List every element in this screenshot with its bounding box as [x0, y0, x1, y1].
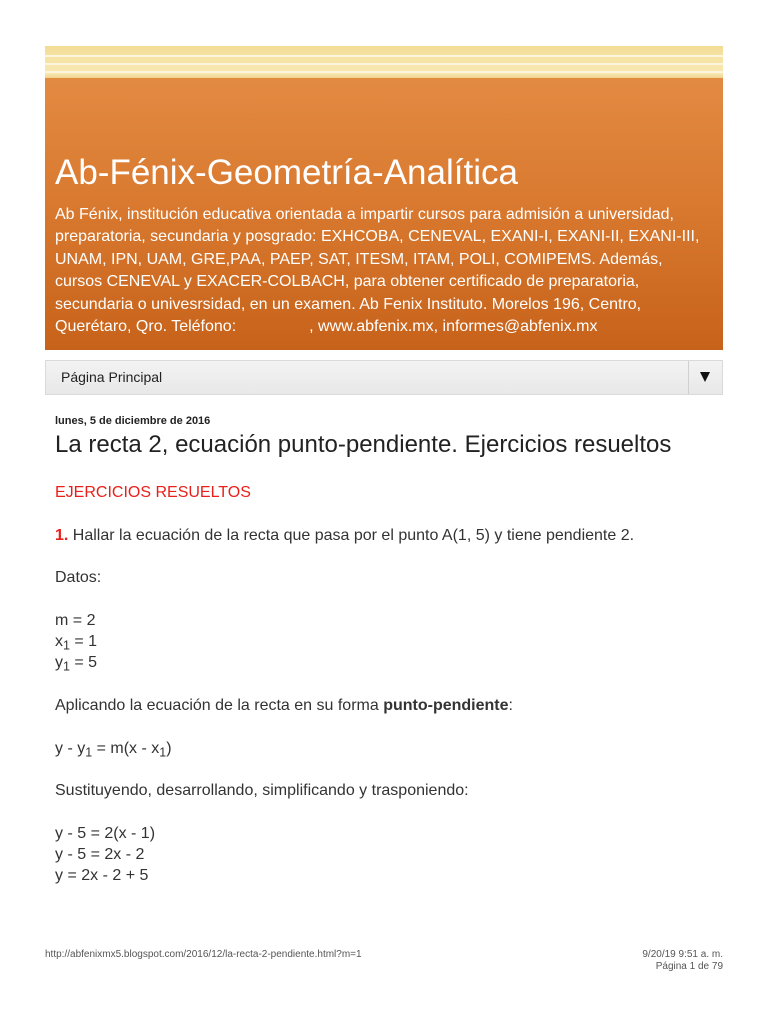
page-indicator: Página 1 de 79 [655, 961, 723, 972]
solution-step: y - 5 = 2x - 2 [55, 846, 145, 864]
description-line: UNAM, IPN, UAM, GRE,PAA, PAEP, SAT, ITESM, ITAM, POLI, COMIPEMS. Además, [55, 250, 663, 268]
dropdown-arrow-button[interactable] [689, 361, 722, 394]
blog-description [55, 204, 723, 338]
given-x1-sub: 1 [63, 638, 70, 653]
formula-subscript: 1 [85, 745, 93, 760]
formula-part: = m(x - x [92, 739, 160, 757]
description-line: preparatoria, secundaria y posgrado: EXHCOBA, CENEVAL, EXANI-I, EXANI-II, EXANI-III, [55, 228, 700, 246]
print-footer-url: http://abfenixmx5.blogspot.com/2016/12/la-recta-2-pendiente.html?m=1 [45, 949, 362, 960]
print-footer-meta [642, 949, 723, 973]
given-y1-value: = 5 [69, 654, 98, 672]
method-after: : [508, 696, 513, 714]
solution-steps [55, 823, 715, 887]
formula-part: ) [166, 739, 172, 757]
given-y1-var: y [55, 654, 63, 672]
blog-header [45, 46, 723, 350]
triangle-down-icon [700, 372, 710, 382]
post-title: La recta 2, ecuación punto-pendiente. Ejercicios resueltos [55, 431, 672, 458]
steps-intro: Sustituyendo, desarrollando, simplificando y trasponiendo: [55, 782, 469, 800]
method-before: Aplicando la ecuación de la recta en su forma [55, 696, 384, 714]
solution-step: y = 2x - 2 + 5 [55, 867, 149, 885]
method-emphasis: punto-pendiente [383, 696, 509, 714]
page-nav-dropdown[interactable] [45, 360, 723, 395]
given-x1-var: x [55, 633, 63, 651]
post-body [55, 482, 715, 908]
method-text [55, 695, 715, 716]
given-x1-value: = 1 [69, 633, 98, 651]
formula-subscript: 1 [159, 745, 167, 760]
print-timestamp: 9/20/19 9:51 a. m. [642, 949, 723, 960]
contact-prefix: Querétaro, Qro. Teléfono: [55, 317, 237, 335]
post-date: lunes, 5 de diciembre de 2016 [55, 415, 211, 427]
exercise-number: 1. [55, 526, 69, 544]
description-contact-line [55, 316, 723, 338]
givens-list [55, 610, 715, 674]
exercise-text: Hallar la ecuación de la recta que pasa por el punto A(1, 5) y tiene pendiente 2. [68, 526, 635, 544]
contact-suffix: , www.abfenix.mx, informes@abfenix.mx [309, 317, 598, 335]
given-x1 [55, 631, 715, 652]
section-heading: EJERCICIOS RESUELTOS [55, 484, 251, 501]
given-y1-sub: 1 [63, 660, 70, 675]
description-line: Ab Fénix, institución educativa orientada a impartir cursos para admisión a universidad, [55, 206, 674, 223]
given-slope: m = 2 [55, 611, 96, 629]
nav-selected-page[interactable]: Página Principal [61, 369, 163, 385]
description-line: secundaria o univesrsidad, en un examen. Ab Fenix Instituto. Morelos 196, Centro, [55, 295, 642, 313]
description-line: cursos CENEVAL y EXACER-COLBACH, para obtener certificado de preparatoria, [55, 273, 640, 291]
point-slope-formula [55, 738, 715, 759]
given-y1 [55, 652, 715, 673]
formula-part: y - y [55, 739, 86, 757]
givens-label: Datos: [55, 569, 102, 587]
blog-title[interactable]: Ab-Fénix-Geometría-Analítica [55, 153, 518, 192]
header-stripe-band [45, 46, 723, 78]
solution-step: y - 5 = 2(x - 1) [55, 824, 156, 842]
exercise-statement [55, 525, 715, 546]
